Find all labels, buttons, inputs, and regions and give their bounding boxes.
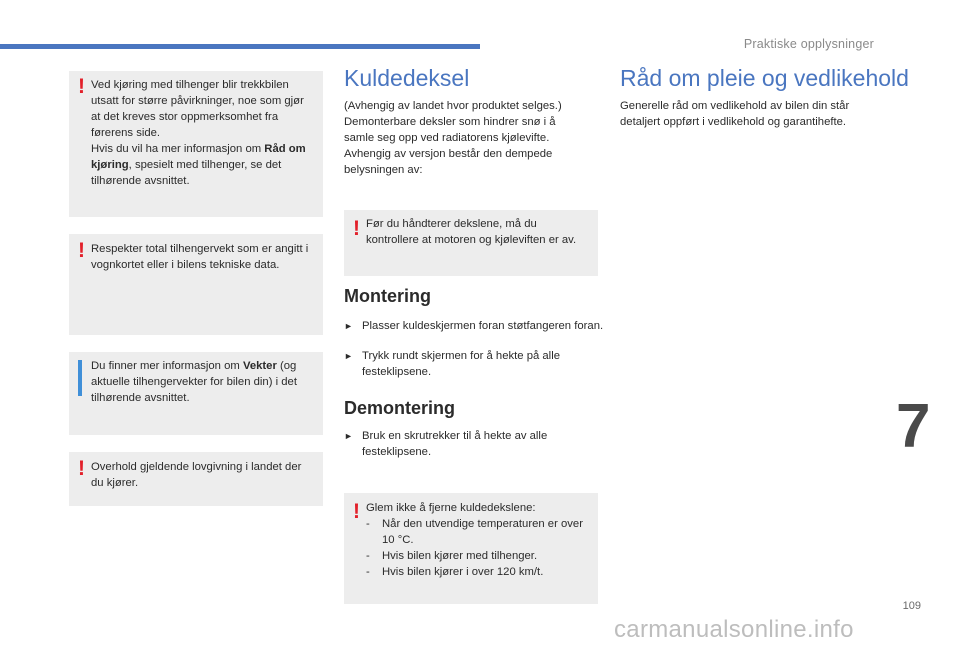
arrow-icon: ► [344, 351, 353, 361]
warning-box-trailer-driving [69, 71, 323, 217]
warning-text: Før du håndterer dekslene, må du kontrollere at motoren og kjøleviften er av. [366, 218, 577, 246]
list-item: - Når den utvendige temperaturen er over 10 °C. [366, 518, 583, 546]
warning-text: Overhold gjeldende lovgivning i landet der du kjører. [91, 461, 302, 489]
info-box-weights [69, 352, 323, 435]
warning-icon: ! [78, 239, 85, 262]
arrow-icon: ► [344, 321, 353, 331]
warning-box-trailer-weight [69, 234, 323, 335]
warning-text: Glem ikke å fjerne kuldedekslene: - Når den utvendige temperaturen er over 10 °C. - Hvis bilen kjører med tilhenger. - Hvis bilen kjører i over 120 km/t. [366, 500, 590, 580]
arrow-icon: ► [344, 431, 353, 441]
montering-step-2: ► Trykk rundt skjermen for å hekte på alle festeklipsene. [344, 350, 560, 378]
chapter-number: 7 [896, 392, 931, 461]
watermark: carmanualsonline.info [614, 616, 854, 643]
warning-icon: ! [353, 500, 360, 523]
kuldedeksel-intro: (Avhengig av landet hvor produktet selges.) Demonterbare deksler som hindrer snø i å samle seg opp ved radiatorens kjølevifte. Avhengig av versjon består den dempede belysningen av: [344, 100, 562, 176]
page-number: 109 [902, 600, 921, 612]
demontering-heading: Demontering [344, 398, 456, 418]
info-icon [78, 360, 82, 396]
warning-icon: ! [78, 75, 85, 98]
warning-icon: ! [78, 457, 85, 480]
kuldedeksel-title: Kuldedeksel [344, 65, 470, 91]
demontering-step-1: ► Bruk en skrutrekker til å hekte av alle festeklipsene. [344, 430, 548, 458]
header-accent-bar [0, 44, 480, 49]
warning-box-legislation [69, 452, 323, 506]
warning-box-engine-off [344, 210, 598, 276]
list-item: - Hvis bilen kjører i over 120 km/t. [366, 566, 544, 578]
section-title: Praktiske opplysninger [743, 37, 874, 51]
warning-icon: ! [353, 217, 360, 240]
warning-text: Ved kjøring med tilhenger blir trekkbilen utsatt for større påvirkninger, noe som gjør at det kreves stor oppmerksomhet fra førerens side. Hvis du vil ha mer informasjon om Råd om kjøring, spesielt med tilhenger, se det tilhørende avsnittet. [91, 79, 306, 187]
warning-box-remove-covers [344, 493, 598, 604]
care-maintenance-title: Råd om pleie og vedlikehold [620, 65, 909, 91]
list-item: - Hvis bilen kjører med tilhenger. [366, 550, 538, 562]
montering-step-1: ► Plasser kuldeskjermen foran støtfangeren foran. [344, 320, 604, 332]
montering-heading: Montering [344, 286, 431, 306]
info-text: Du finner mer informasjon om Vekter (og aktuelle tilhengervekter for bilen din) i det tilhørende avsnittet. [91, 360, 297, 404]
warning-text: Respekter total tilhengervekt som er angitt i vognkortet eller i bilens tekniske data. [91, 243, 309, 271]
care-maintenance-text: Generelle råd om vedlikehold av bilen din står detaljert oppført i vedlikehold og garantihefte. [620, 100, 850, 128]
